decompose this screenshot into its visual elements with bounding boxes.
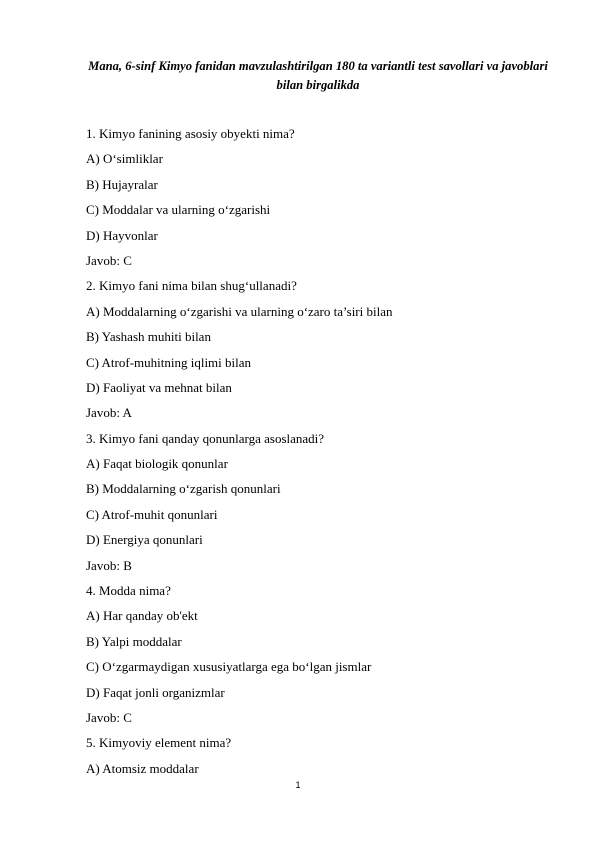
answer-option: B) Moddalarning o‘zgarish qonunlari <box>86 481 281 497</box>
answer-option: C) Moddalar va ularning o‘zgarishi <box>86 202 271 218</box>
answer-option: B) Hujayralar <box>86 176 158 192</box>
answer-option: A) Moddalarning o‘zgarishi va ularning o‘zaro ta’siri bilan <box>86 303 393 319</box>
page-number: 1 <box>295 780 301 790</box>
answer-option: A) Faqat biologik qonunlar <box>86 456 228 472</box>
answer-option: D) Energiya qonunlari <box>86 532 203 548</box>
correct-answer: Javob: C <box>86 252 132 268</box>
correct-answer: Javob: B <box>86 557 132 573</box>
document-title: Mana, 6-sinf Kimyo fanidan mavzulashtirilgan 180 ta variantli test savollari va javoblari bilan birgalikda <box>88 59 548 92</box>
correct-answer: Javob: C <box>86 709 132 725</box>
answer-option: A) Atomsiz moddalar <box>86 760 199 776</box>
answer-option: D) Faqat jonli organizmlar <box>86 684 225 700</box>
answer-option: C) O‘zgarmaydigan xususiyatlarga ega bo‘lgan jismlar <box>86 659 372 675</box>
question-text: 1. Kimyo fanining asosiy obyekti nima? <box>86 126 295 141</box>
question-text: 3. Kimyo fani qanday qonunlarga asoslanadi? <box>86 430 325 446</box>
answer-option: C) Atrof-muhitning iqlimi bilan <box>86 354 252 370</box>
question-text: 5. Kimyoviy element nima? <box>86 735 232 751</box>
answer-option: B) Yalpi moddalar <box>86 633 182 649</box>
question-text: 4. Modda nima? <box>86 583 171 599</box>
correct-answer: Javob: A <box>86 405 132 421</box>
answer-option: A) Har qanday ob'ekt <box>86 608 198 624</box>
answer-option: A) O‘simliklar <box>86 151 163 167</box>
question-list <box>86 126 556 786</box>
answer-option: C) Atrof-muhit qonunlari <box>86 506 218 522</box>
answer-option: D) Hayvonlar <box>86 227 158 243</box>
answer-option: D) Faoliyat va mehnat bilan <box>86 379 232 395</box>
question-text: 2. Kimyo fani nima bilan shug‘ullanadi? <box>86 278 297 294</box>
answer-option: B) Yashash muhiti bilan <box>86 329 211 345</box>
